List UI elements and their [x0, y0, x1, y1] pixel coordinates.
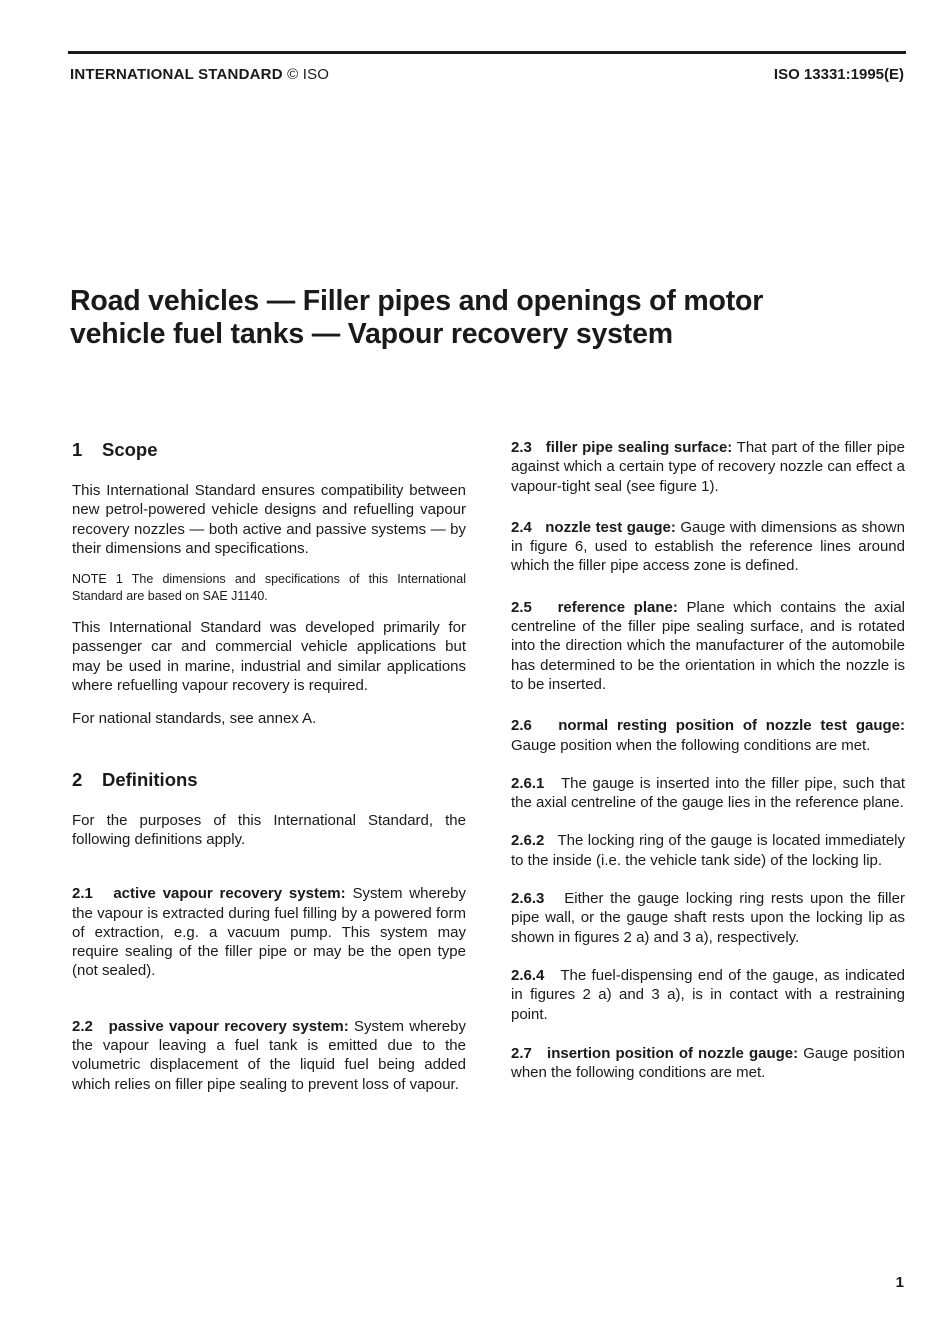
definition-term: reference plane: — [557, 598, 678, 616]
document-title — [70, 285, 890, 351]
definition-number: 2.6.3 — [511, 890, 545, 908]
section-heading-scope — [72, 438, 466, 462]
page-number: 1 — [895, 1274, 904, 1291]
definition-number: 2.1 — [72, 885, 93, 903]
definition-text: The gauge is inserted into the filler pipe, such that the axial centreline of the gauge lies in the reference plane. — [511, 774, 905, 812]
definition-2-5 — [511, 598, 905, 694]
header-rule — [68, 51, 906, 54]
definition-2-6-4 — [511, 966, 905, 1024]
definition-term: normal resting position of nozzle test gauge: — [558, 717, 905, 735]
definition-term: insertion position of nozzle gauge: — [547, 1044, 799, 1062]
header-standard-number: ISO 13331:1995(E) — [773, 66, 904, 83]
definition-2-6-3 — [511, 889, 905, 947]
title-line-2: vehicle fuel tanks — Vapour recovery system — [70, 318, 673, 350]
definitions-intro: For the purposes of this International Standard, the following definitions apply. — [72, 811, 466, 848]
section-number: 2 — [72, 768, 83, 790]
section-number: 1 — [72, 439, 83, 460]
definition-text: Gauge position when the following conditions are met. — [511, 736, 871, 754]
definition-2-4 — [511, 518, 905, 576]
definition-text: Either the gauge locking ring rests upon the filler pipe wall, or the gauge shaft rests upon the locking lip as shown in figures 2 a) and 3 a), respectively. — [511, 890, 905, 946]
definition-2-6-1 — [511, 774, 905, 813]
definition-number: 2.4 — [511, 518, 532, 536]
header-standard-label — [70, 66, 329, 83]
definition-text: Gauge with dimensions as shown in figure 6, used to establish the reference lines around which the filler pipe access zone is defined. — [511, 518, 905, 575]
scope-paragraph-2: This International Standard was developed primarily for passenger car and commercial vehicle applications but may be used in marine, industrial and similar applications where refuelling vapour recovery is required. — [72, 619, 466, 695]
section-heading-definitions — [72, 768, 466, 792]
definition-number: 2.2 — [72, 1017, 93, 1035]
definition-number: 2.6.1 — [511, 774, 545, 792]
definition-number: 2.6 — [511, 717, 532, 735]
definition-text: Gauge position when the following conditions are met. — [511, 1044, 905, 1082]
definition-2-1 — [72, 884, 466, 980]
definition-number: 2.7 — [511, 1044, 532, 1062]
definition-text: Plane which contains the axial centreline of the filler pipe sealing surface, and is rotated into the direction which the manufacturer of the automobile has determined to be the orientation in which the nozzle is to be inserted. — [511, 598, 905, 693]
definition-term: active vapour recovery system: — [113, 885, 346, 903]
definition-number: 2.6.4 — [511, 966, 545, 984]
section-title: Definitions — [102, 768, 198, 790]
definition-text: The fuel-dispensing end of the gauge, as indicated in figures 2 a) and 3 a), is in contact with a restraining point. — [511, 966, 906, 1023]
definition-term: filler pipe sealing surface: — [545, 439, 733, 456]
header-copyright: © ISO — [287, 66, 330, 83]
definition-term: nozzle test gauge: — [545, 518, 676, 536]
header-standard-type: INTERNATIONAL STANDARD — [70, 66, 283, 83]
definition-text: That part of the filler pipe against which a certain type of recovery nozzle can effect a vapour-tight seal (see figure 1). — [511, 439, 905, 495]
right-column — [511, 438, 905, 1082]
section-title: Scope — [102, 439, 158, 460]
scope-paragraph-1: This International Standard ensures compatibility between new petrol-powered vehicle designs and refuelling vapour recovery nozzles — both active and passive systems — by their dimensions and specifications. — [72, 482, 466, 557]
definition-text: The locking ring of the gauge is located immediately to the inside (i.e. the vehicle tank side) of the locking lip. — [511, 832, 905, 869]
definition-text: System whereby the vapour leaving a fuel tank is emitted due to the volumetric displacement of the liquid fuel being added which relies on filler pipe sealing to prevent loss of vapour. — [72, 1017, 466, 1093]
scope-paragraph-3: For national standards, see annex A. — [72, 710, 317, 728]
definition-term: passive vapour recovery system: — [108, 1017, 349, 1035]
title-line-1: Road vehicles — Filler pipes and openings of motor — [70, 285, 764, 317]
definition-number: 2.6.2 — [511, 832, 545, 850]
definition-2-3 — [511, 438, 905, 496]
definition-text: System whereby the vapour is extracted during fuel filling by a powered form of extraction, e.g. a vacuum pump. This system may require sealing of the filler pipe or may be the open type (not sealed). — [72, 885, 466, 980]
definition-2-6-2 — [511, 831, 905, 870]
definition-number: 2.3 — [511, 439, 532, 456]
scope-note-1: NOTE 1 The dimensions and specifications of this International Standard are based on SAE J1140. — [72, 572, 466, 604]
definition-2-2 — [72, 1017, 466, 1094]
left-column — [72, 438, 466, 1094]
definition-number: 2.5 — [511, 598, 532, 616]
definition-2-7 — [511, 1044, 905, 1083]
definition-2-6 — [511, 716, 905, 755]
